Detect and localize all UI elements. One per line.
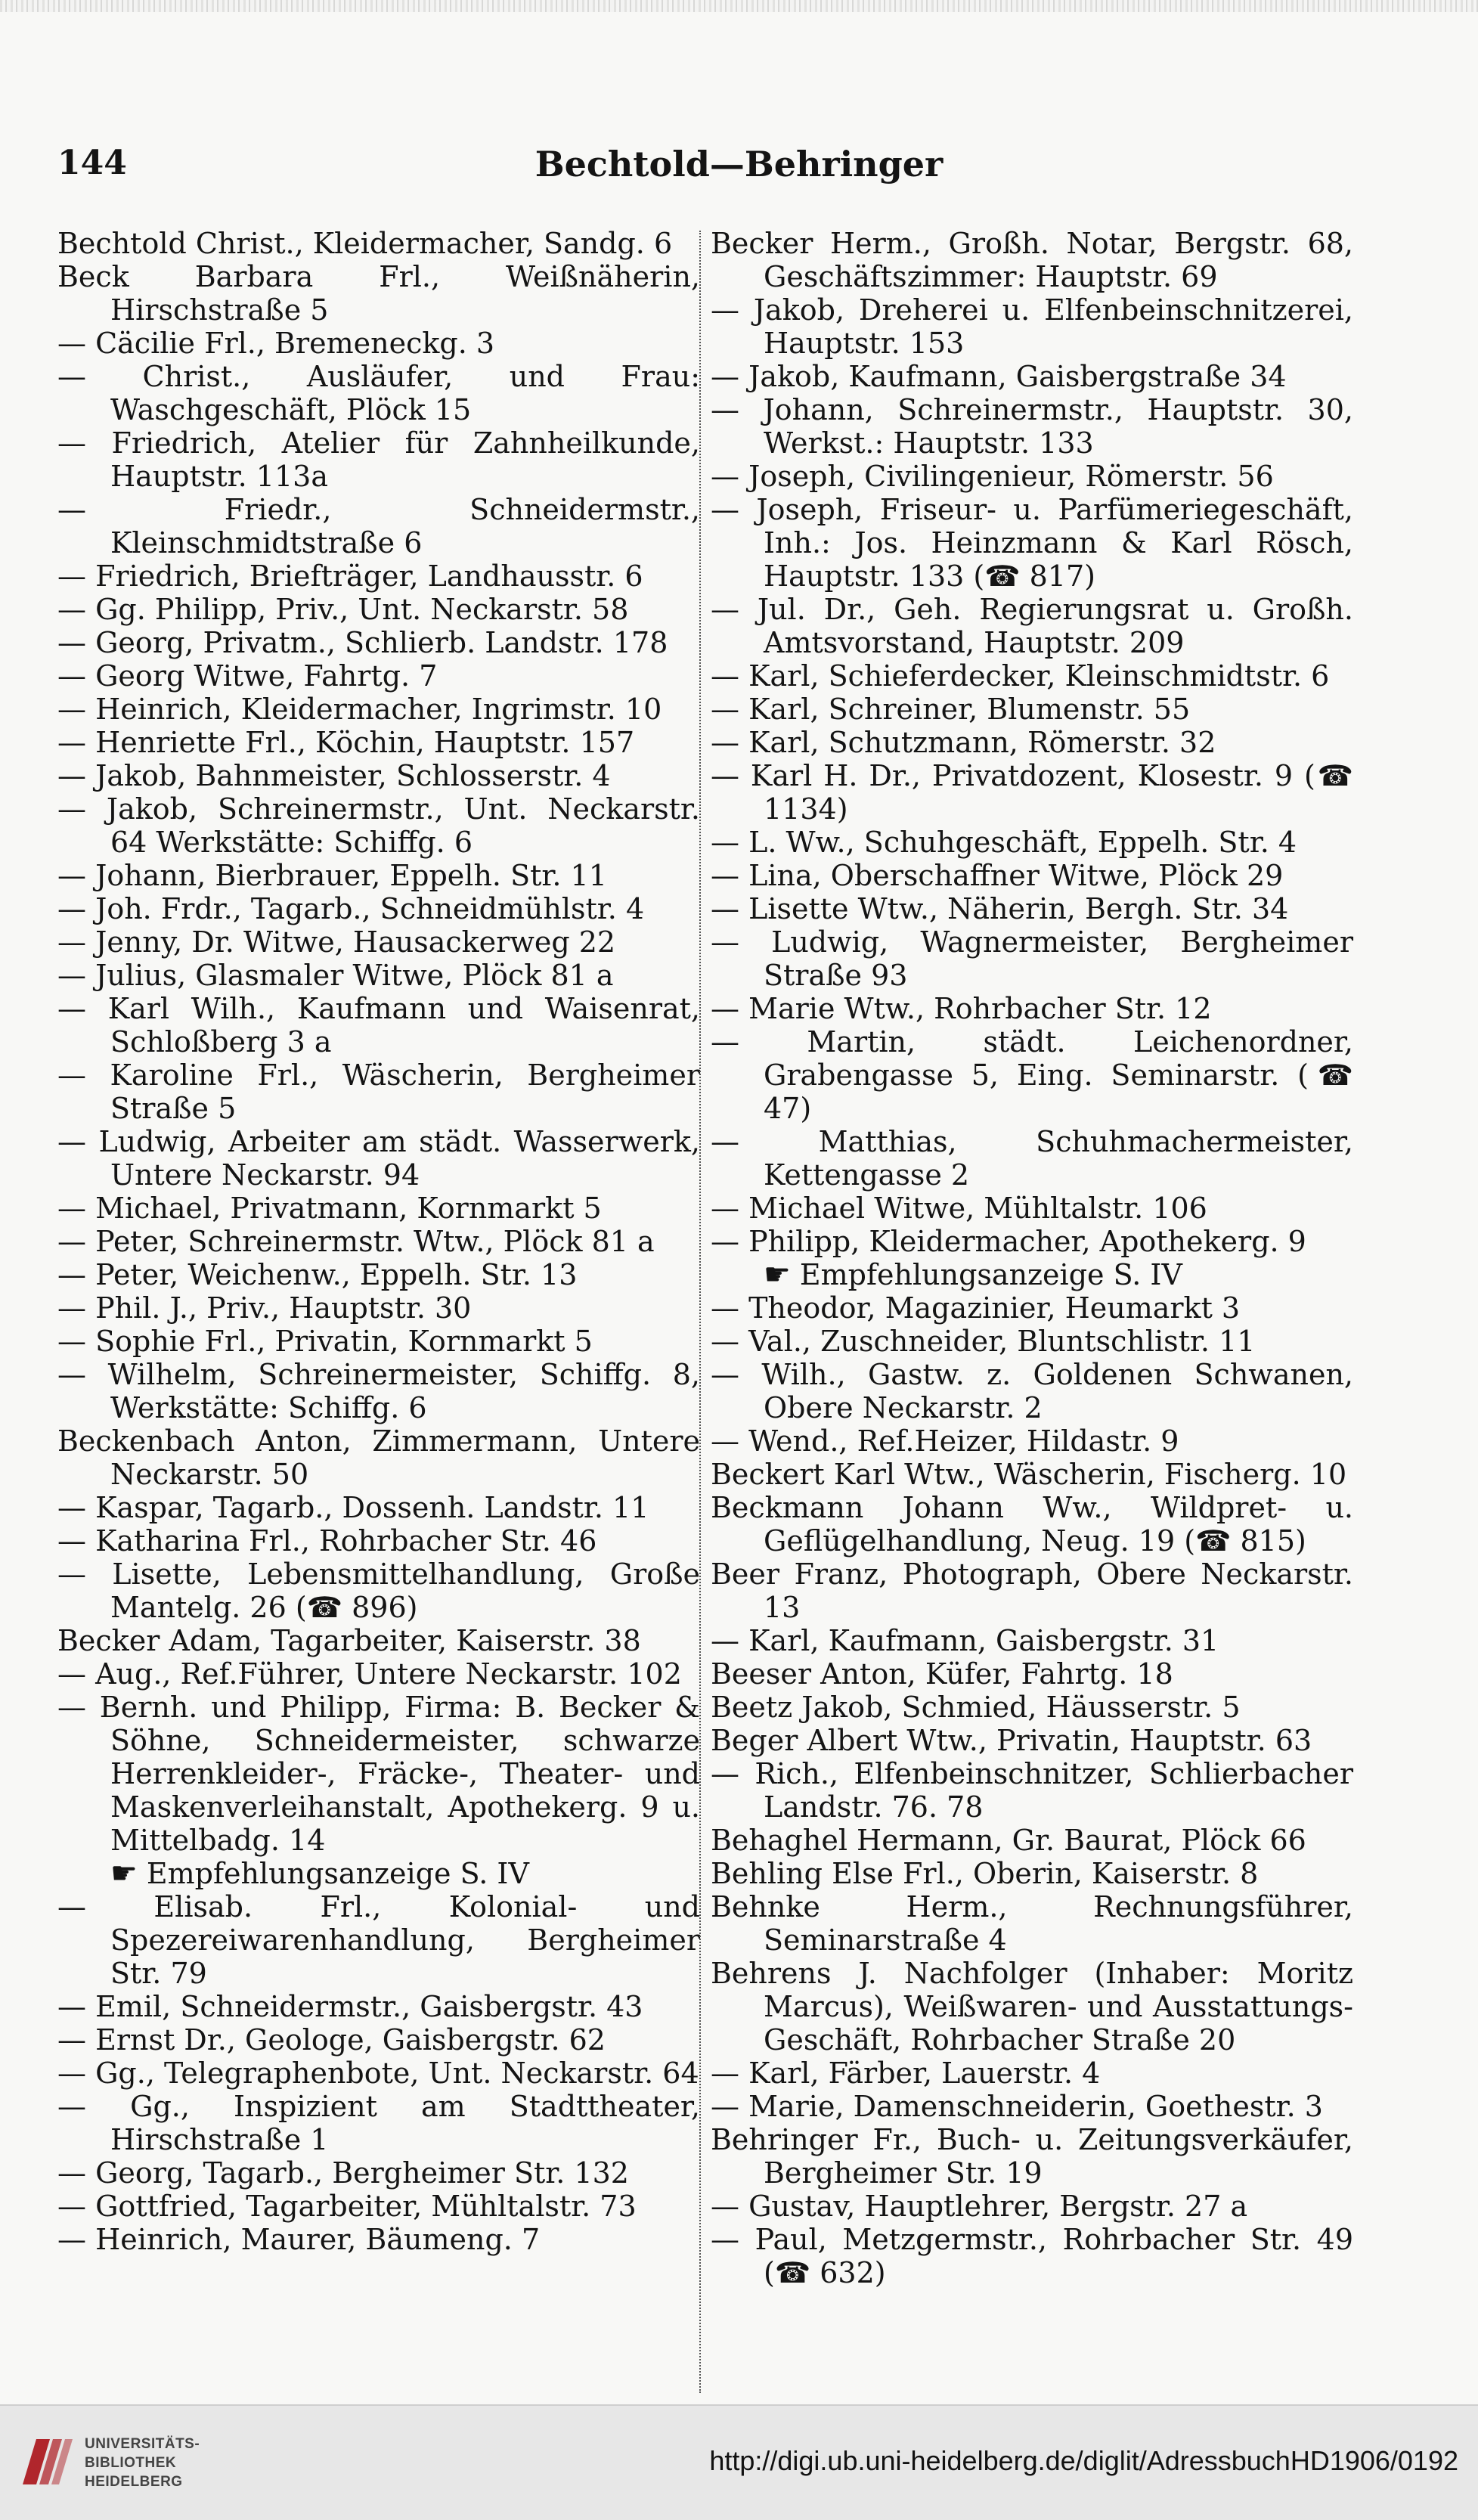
running-head: Bechtold—Behringer bbox=[534, 144, 944, 184]
directory-entry: — Jakob, Schreinermstr., Unt. Neckarstr. 64 Werkstätte: Schiffg. 6 bbox=[57, 792, 700, 859]
library-name bbox=[85, 2435, 281, 2491]
directory-entry: Beck Barbara Frl., Weißnäherin, Hirschstraße 5 bbox=[57, 260, 700, 327]
directory-entry: — Gottfried, Tagarbeiter, Mühltalstr. 73 bbox=[57, 2190, 637, 2223]
entry-text: Empfehlungsanzeige S. IV bbox=[799, 1258, 1182, 1291]
directory-entry: — Jul. Dr., Geh. Regierungsrat u. Großh. Amtsvorstand, Hauptstr. 209 bbox=[711, 593, 1353, 659]
directory-entry: — Christ., Ausläufer, und Frau: Waschgeschäft, Plöck 15 bbox=[57, 360, 700, 426]
directory-entry: — Emil, Schneidermstr., Gaisbergstr. 43 bbox=[57, 1990, 643, 2023]
directory-entry: — Karl, Kaufmann, Gaisbergstr. 31 bbox=[711, 1624, 1219, 1657]
directory-entry: — Karl, Schutzmann, Römerstr. 32 bbox=[711, 726, 1216, 759]
directory-entry: — Julius, Glasmaler Witwe, Plöck 81 a bbox=[57, 959, 614, 992]
directory-entry: — Martin, städt. Leichenordner, Grabengasse 5, Eing. Seminarstr. (☎ 47) bbox=[711, 1025, 1353, 1125]
directory-entry: Beeser Anton, Küfer, Fahrtg. 18 bbox=[711, 1657, 1173, 1691]
directory-entry: — Jenny, Dr. Witwe, Hausackerweg 22 bbox=[57, 925, 616, 959]
directory-entry: — Lisette, Lebensmittelhandlung, Große Mantelg. 26 (☎ 896) bbox=[57, 1558, 700, 1624]
directory-entry bbox=[57, 1857, 700, 1890]
directory-entry: — Wend., Ref.Heizer, Hildastr. 9 bbox=[711, 1424, 1179, 1458]
directory-entry: — Paul, Metzgermstr., Rohrbacher Str. 49 (☎ 632) bbox=[711, 2223, 1353, 2289]
directory-entry: — Georg, Tagarb., Bergheimer Str. 132 bbox=[57, 2156, 629, 2190]
pointing-hand-icon: ☛ bbox=[764, 1257, 791, 1292]
directory-entry: — Elisab. Frl., Kolonial- und Spezereiwarenhandlung, Bergheimer Str. 79 bbox=[57, 1890, 700, 1990]
pointing-hand-icon: ☛ bbox=[110, 1856, 138, 1891]
directory-entry: — Heinrich, Kleidermacher, Ingrimstr. 10 bbox=[57, 693, 662, 726]
right-column bbox=[711, 227, 1353, 2289]
directory-entry: — Joseph, Friseur- u. Parfümeriegeschäft, Inh.: Jos. Heinzmann & Karl Rösch, Hauptstr. 133 (☎ 817) bbox=[711, 493, 1353, 593]
library-name-line: BIBLIOTHEK bbox=[85, 2455, 177, 2471]
directory-entry: Beckmann Johann Ww., Wildpret- u. Geflügelhandlung, Neug. 19 (☎ 815) bbox=[711, 1491, 1353, 1558]
digitization-footer bbox=[0, 2404, 1478, 2520]
directory-entry: — Val., Zuschneider, Bluntschlistr. 11 bbox=[711, 1325, 1256, 1358]
directory-entry: Behnke Herm., Rechnungsführer, Seminarstraße 4 bbox=[711, 1890, 1353, 1957]
directory-entry: — Friedrich, Briefträger, Landhausstr. 6 bbox=[57, 559, 643, 593]
directory-entry: — Ludwig, Arbeiter am städt. Wasserwerk, Untere Neckarstr. 94 bbox=[57, 1125, 700, 1192]
directory-entry: Behling Else Frl., Oberin, Kaiserstr. 8 bbox=[711, 1857, 1259, 1890]
directory-entry: — Johann, Bierbrauer, Eppelh. Str. 11 bbox=[57, 859, 607, 892]
directory-entry: — Karl Wilh., Kaufmann und Waisenrat, Schloßberg 3 a bbox=[57, 992, 700, 1059]
directory-entry: — Marie Wtw., Rohrbacher Str. 12 bbox=[711, 992, 1212, 1025]
directory-entry: — Georg, Privatm., Schlierb. Landstr. 178 bbox=[57, 626, 668, 659]
directory-entry bbox=[711, 1258, 1353, 1291]
directory-entry: Beer Franz, Photograph, Obere Neckarstr. 13 bbox=[711, 1558, 1353, 1624]
directory-entry: — Johann, Schreinermstr., Hauptstr. 30, Werkst.: Hauptstr. 133 bbox=[711, 393, 1353, 460]
directory-entry: — Karl, Färber, Lauerstr. 4 bbox=[711, 2057, 1101, 2090]
directory-entry: — Rich., Elfenbeinschnitzer, Schlierbacher Landstr. 76. 78 bbox=[711, 1757, 1353, 1824]
directory-entry: Becker Adam, Tagarbeiter, Kaiserstr. 38 bbox=[57, 1624, 641, 1657]
directory-entry: Behrens J. Nachfolger (Inhaber: Moritz Marcus), Weißwaren- und Ausstattungs-Geschäft, Rohrbacher Straße 20 bbox=[711, 1957, 1353, 2057]
directory-entry: — Karl H. Dr., Privatdozent, Klosestr. 9 (☎ 1134) bbox=[711, 759, 1353, 826]
directory-entry: — Lisette Wtw., Näherin, Bergh. Str. 34 bbox=[711, 892, 1289, 925]
directory-entry: Beckert Karl Wtw., Wäscherin, Fischerg. 10 bbox=[711, 1458, 1347, 1491]
library-name-line: UNIVERSITÄTS- bbox=[85, 2436, 200, 2452]
directory-entry: — Jakob, Dreherei u. Elfenbeinschnitzerei, Hauptstr. 153 bbox=[711, 293, 1353, 360]
page-header bbox=[57, 144, 1421, 197]
left-column bbox=[57, 227, 700, 2256]
directory-entry: — Peter, Schreinermstr. Wtw., Plöck 81 a bbox=[57, 1225, 655, 1258]
directory-entry: — Gg. Philipp, Priv., Unt. Neckarstr. 58 bbox=[57, 593, 629, 626]
directory-entry: — Gg., Inspizient am Stadttheater, Hirschstraße 1 bbox=[57, 2090, 700, 2156]
directory-entry: — Friedr., Schneidermstr., Kleinschmidtstraße 6 bbox=[57, 493, 700, 559]
directory-entry: Beger Albert Wtw., Privatin, Hauptstr. 63 bbox=[711, 1724, 1312, 1757]
directory-entry: Beckenbach Anton, Zimmermann, Untere Neckarstr. 50 bbox=[57, 1424, 700, 1491]
directory-entry: — Georg Witwe, Fahrtg. 7 bbox=[57, 659, 438, 693]
directory-entry: Becker Herm., Großh. Notar, Bergstr. 68, Geschäftszimmer: Hauptstr. 69 bbox=[711, 227, 1353, 293]
directory-entry: — Wilhelm, Schreinermeister, Schiffg. 8, Werkstätte: Schiffg. 6 bbox=[57, 1358, 700, 1424]
directory-entry: — Matthias, Schuhmachermeister, Kettengasse 2 bbox=[711, 1125, 1353, 1192]
entry-text: Empfehlungsanzeige S. IV bbox=[146, 1857, 529, 1890]
directory-entry: — Karl, Schreiner, Blumenstr. 55 bbox=[711, 693, 1191, 726]
directory-entry: — Bernh. und Philipp, Firma: B. Becker & Söhne, Schneidermeister, schwarze Herrenkleider-, Fräcke-, Theater- und Maskenverleihanstalt, Apothekerg. 9 u. Mittelbadg. 14 bbox=[57, 1691, 700, 1857]
library-name-line: HEIDELBERG bbox=[85, 2474, 183, 2490]
directory-entry: — Sophie Frl., Privatin, Kornmarkt 5 bbox=[57, 1325, 593, 1358]
directory-entry: — Michael, Privatmann, Kornmarkt 5 bbox=[57, 1192, 602, 1225]
directory-entry: — Karl, Schieferdecker, Kleinschmidtstr. 6 bbox=[711, 659, 1330, 693]
directory-entry: — Henriette Frl., Köchin, Hauptstr. 157 bbox=[57, 726, 635, 759]
directory-entry: — Joh. Frdr., Tagarb., Schneidmühlstr. 4 bbox=[57, 892, 645, 925]
directory-entry: — Aug., Ref.Führer, Untere Neckarstr. 102 bbox=[57, 1657, 682, 1691]
directory-entry: — Theodor, Magazinier, Heumarkt 3 bbox=[711, 1291, 1241, 1325]
directory-entry: — Gg., Telegraphenbote, Unt. Neckarstr. 64 bbox=[57, 2057, 699, 2090]
directory-entry: — Cäcilie Frl., Bremeneckg. 3 bbox=[57, 327, 495, 360]
directory-entry: — Jakob, Kaufmann, Gaisbergstraße 34 bbox=[711, 360, 1287, 393]
directory-entry: — L. Ww., Schuhgeschäft, Eppelh. Str. 4 bbox=[711, 826, 1297, 859]
directory-entry: — Philipp, Kleidermacher, Apothekerg. 9 bbox=[711, 1225, 1306, 1258]
directory-entry: — Peter, Weichenw., Eppelh. Str. 13 bbox=[57, 1258, 578, 1291]
university-library-logo-icon bbox=[17, 2432, 77, 2492]
directory-entry: — Ernst Dr., Geologe, Gaisbergstr. 62 bbox=[57, 2023, 606, 2057]
source-url-link[interactable]: http://digi.ub.uni-heidelberg.de/diglit/AdressbuchHD1906/0192 bbox=[709, 2445, 1458, 2476]
directory-entry: Beetz Jakob, Schmied, Häusserstr. 5 bbox=[711, 1691, 1241, 1724]
directory-entry: Behringer Fr., Buch- u. Zeitungsverkäufer, Bergheimer Str. 19 bbox=[711, 2123, 1353, 2190]
directory-entry: — Marie, Damenschneiderin, Goethestr. 3 bbox=[711, 2090, 1323, 2123]
directory-entry: — Joseph, Civilingenieur, Römerstr. 56 bbox=[711, 460, 1274, 493]
directory-entry: — Lina, Oberschaffner Witwe, Plöck 29 bbox=[711, 859, 1284, 892]
directory-entry: Behaghel Hermann, Gr. Baurat, Plöck 66 bbox=[711, 1824, 1306, 1857]
directory-entry: — Karoline Frl., Wäscherin, Bergheimer Straße 5 bbox=[57, 1059, 700, 1125]
column-divider bbox=[699, 231, 701, 2393]
directory-entry: — Katharina Frl., Rohrbacher Str. 46 bbox=[57, 1524, 597, 1558]
directory-entry: — Heinrich, Maurer, Bäumeng. 7 bbox=[57, 2223, 541, 2256]
directory-entry: — Kaspar, Tagarb., Dossenh. Landstr. 11 bbox=[57, 1491, 649, 1524]
directory-entry: — Phil. J., Priv., Hauptstr. 30 bbox=[57, 1291, 472, 1325]
directory-entry: — Gustav, Hauptlehrer, Bergstr. 27 a bbox=[711, 2190, 1248, 2223]
page-number: 144 bbox=[57, 144, 127, 182]
directory-entry: — Friedrich, Atelier für Zahnheilkunde, Hauptstr. 113a bbox=[57, 426, 700, 493]
directory-entry: Bechtold Christ., Kleidermacher, Sandg. 6 bbox=[57, 227, 673, 260]
directory-entry: — Ludwig, Wagnermeister, Bergheimer Straße 93 bbox=[711, 925, 1353, 992]
directory-entry: — Michael Witwe, Mühltalstr. 106 bbox=[711, 1192, 1207, 1225]
directory-entry: — Wilh., Gastw. z. Goldenen Schwanen, Obere Neckarstr. 2 bbox=[711, 1358, 1353, 1424]
directory-entry: — Jakob, Bahnmeister, Schlosserstr. 4 bbox=[57, 759, 611, 792]
